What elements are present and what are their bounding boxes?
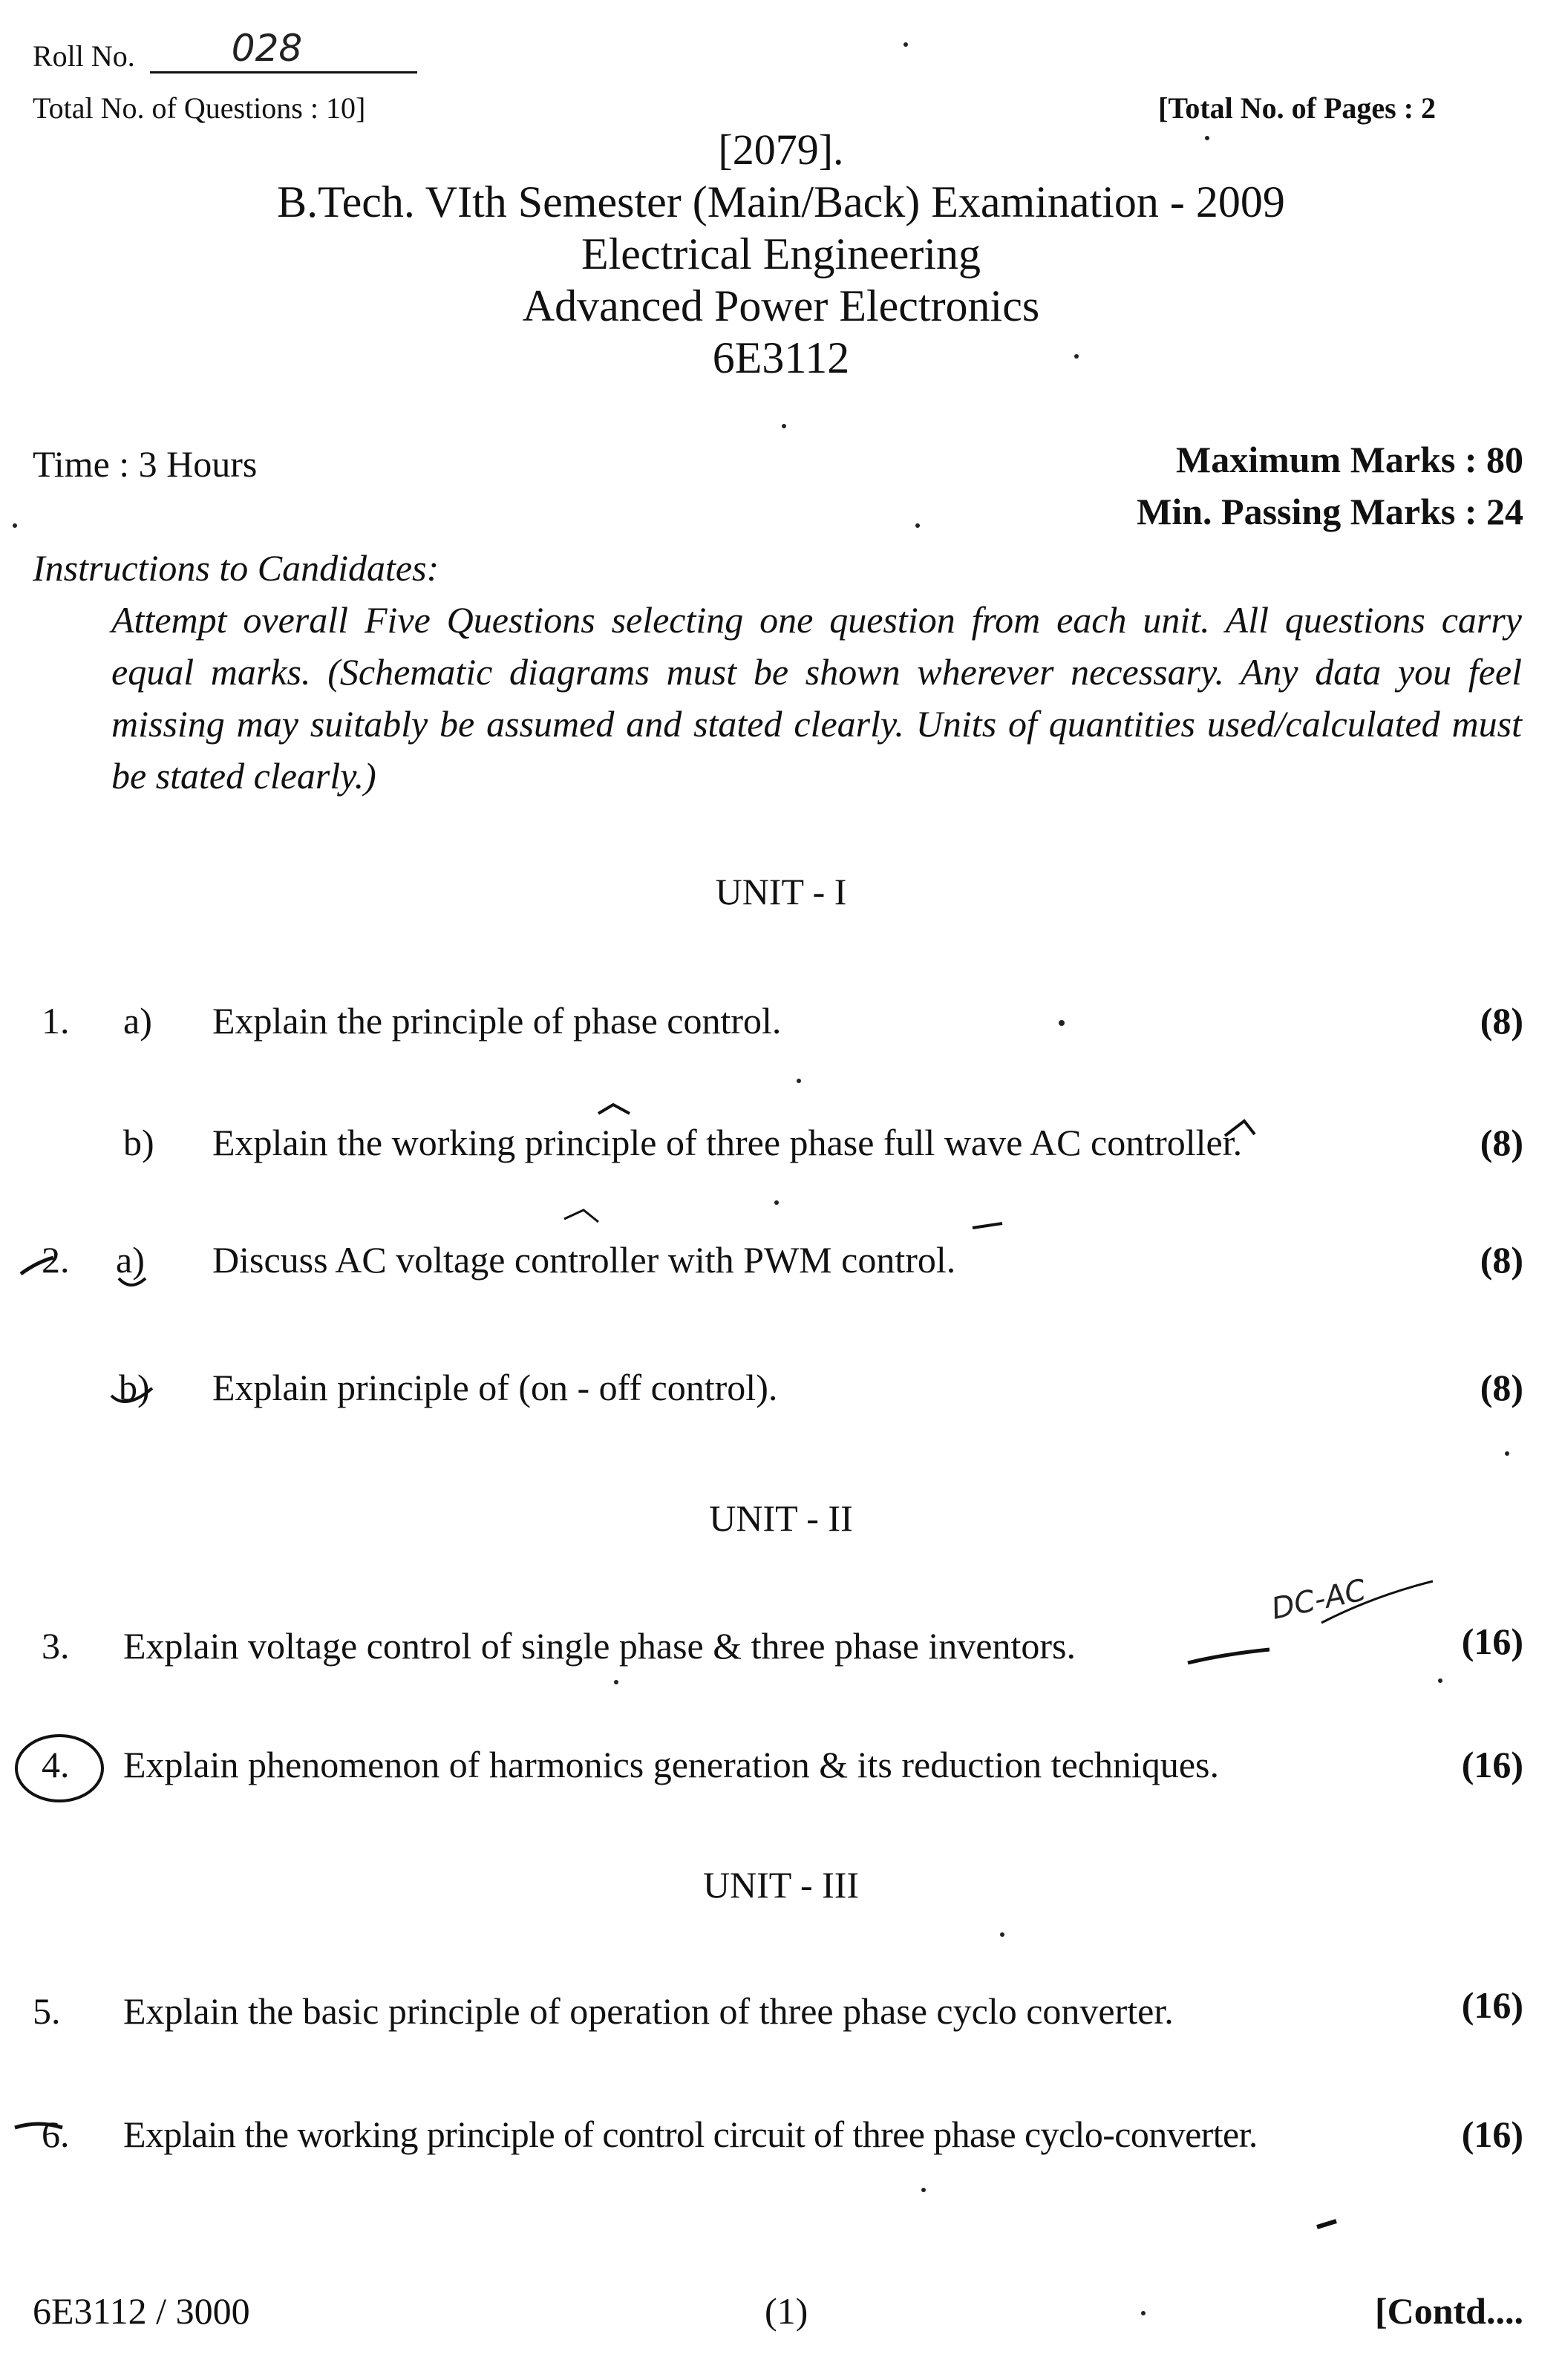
q3-arrow-mark bbox=[1321, 1581, 1433, 1623]
q2a-marks: (8) bbox=[1480, 1239, 1523, 1281]
q4-number: 4. bbox=[42, 1744, 70, 1785]
q6-text: Explain the working principle of control circuit of three phase cyclo-converter. bbox=[123, 2113, 1258, 2155]
unit-3-title: UNIT - III bbox=[702, 1864, 860, 1906]
speck bbox=[797, 1079, 801, 1083]
q2a-accent-mark bbox=[564, 1210, 598, 1222]
q6-dash-mark bbox=[15, 2124, 62, 2128]
q1b-accent-mark bbox=[598, 1105, 630, 1114]
q6-number: 6. bbox=[42, 2113, 70, 2155]
q5-text: Explain the basic principle of operation of three phase cyclo converter. bbox=[123, 1990, 1174, 2032]
subject: Advanced Power Electronics bbox=[522, 281, 1040, 330]
speck bbox=[1205, 136, 1209, 140]
q2b-curve-mark bbox=[111, 1388, 152, 1402]
q2a-underline-mark bbox=[119, 1278, 146, 1285]
speck bbox=[1059, 1020, 1065, 1026]
q3-text: Explain voltage control of single phase & three phase inventors. bbox=[123, 1625, 1076, 1667]
instructions-text: Attempt overall Five Questions selecting one question from each unit. All questions carry equal marks. (Schematic diagrams must be shown wherever necessary. Any data you feel missing may suitably be assumed and stated clearly. Units of quantities used/calculated must be stated clearly.) bbox=[111, 599, 1522, 797]
footer-contd: [Contd.... bbox=[1374, 2290, 1523, 2332]
speck bbox=[903, 42, 908, 47]
speck bbox=[921, 2188, 926, 2192]
roll-value-handwritten: 028 bbox=[231, 27, 303, 70]
q4-text: Explain phenomenon of harmonics generation & its reduction techniques. bbox=[123, 1744, 1220, 1785]
stray-stroke-mark bbox=[1317, 2221, 1336, 2227]
q3-underline-mark bbox=[1188, 1650, 1269, 1663]
min-passing-marks: Min. Passing Marks : 24 bbox=[1137, 491, 1523, 532]
speck bbox=[915, 523, 920, 528]
q2-number: 2. bbox=[42, 1239, 70, 1281]
speck bbox=[1505, 1451, 1509, 1456]
subject-code: 6E3112 bbox=[712, 333, 850, 382]
speck bbox=[614, 1680, 618, 1684]
paper-id: [2079]. bbox=[718, 125, 844, 174]
q1b-text: Explain the working principle of three phase full wave AC controller. bbox=[212, 1122, 1243, 1163]
exam-title: B.Tech. VIth Semester (Main/Back) Examination - 2009 bbox=[277, 177, 1285, 226]
q2a-dash-mark bbox=[973, 1223, 1002, 1228]
speck bbox=[782, 424, 786, 428]
total-pages: [Total No. of Pages : 2 bbox=[1158, 91, 1437, 125]
q3-marks: (16) bbox=[1461, 1621, 1523, 1662]
total-questions: Total No. of Questions : 10] bbox=[33, 91, 366, 125]
q4-marks: (16) bbox=[1461, 1744, 1523, 1785]
q2b-text: Explain principle of (on - off control). bbox=[212, 1367, 778, 1408]
q3-handwritten-note: DC-AC bbox=[1268, 1573, 1369, 1627]
q2b-marks: (8) bbox=[1480, 1367, 1523, 1408]
q1a-marks: (8) bbox=[1480, 1000, 1523, 1042]
q2-tick-mark bbox=[21, 1258, 53, 1274]
q2a-part: a) bbox=[116, 1239, 145, 1281]
roll-label: Roll No. bbox=[33, 39, 135, 73]
unit-2-title: UNIT - II bbox=[709, 1497, 853, 1539]
speck bbox=[1000, 1932, 1004, 1937]
q5-marks: (16) bbox=[1461, 1984, 1523, 2026]
q1b-marks: (8) bbox=[1480, 1122, 1523, 1163]
speck bbox=[1141, 2311, 1146, 2315]
footer-page-number: (1) bbox=[765, 2290, 808, 2332]
q4-circle-mark bbox=[16, 1736, 102, 1801]
q1b-arrow-mark bbox=[1225, 1121, 1255, 1136]
maximum-marks: Maximum Marks : 80 bbox=[1176, 439, 1523, 480]
q3-number: 3. bbox=[42, 1625, 70, 1667]
speck bbox=[1438, 1678, 1442, 1683]
q1b-part: b) bbox=[123, 1122, 154, 1163]
instructions-heading: Instructions to Candidates: bbox=[33, 547, 439, 589]
q1a-part: a) bbox=[123, 1000, 152, 1042]
speck bbox=[13, 523, 17, 528]
footer-code: 6E3112 / 3000 bbox=[33, 2290, 250, 2332]
q6-marks: (16) bbox=[1461, 2113, 1523, 2155]
q2a-text: Discuss AC voltage controller with PWM control. bbox=[212, 1239, 956, 1281]
time-allowed: Time : 3 Hours bbox=[33, 443, 258, 485]
q2b-part: b) bbox=[119, 1367, 150, 1408]
q1-number: 1. bbox=[42, 1000, 70, 1042]
speck bbox=[774, 1200, 779, 1205]
department: Electrical Engineering bbox=[581, 229, 981, 278]
q1a-text: Explain the principle of phase control. bbox=[212, 1000, 782, 1042]
q5-number: 5. bbox=[33, 1990, 61, 2032]
speck bbox=[1074, 354, 1079, 359]
unit-1-title: UNIT - I bbox=[715, 871, 847, 912]
